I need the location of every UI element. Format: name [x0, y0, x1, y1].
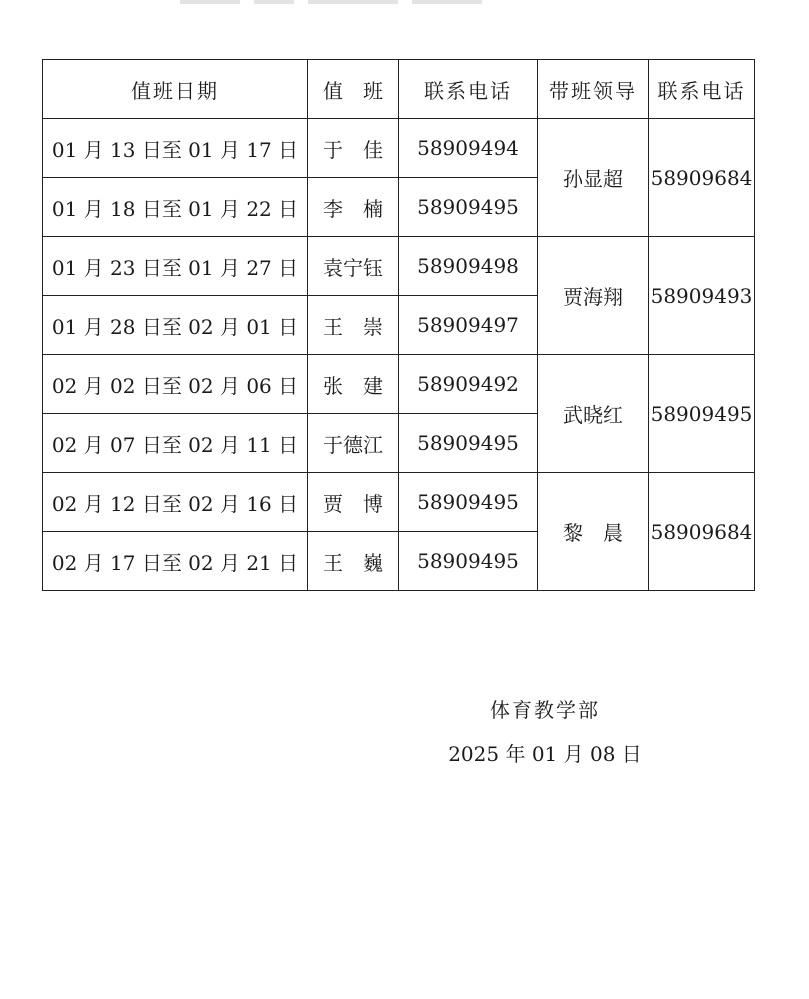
- leader-phone-cell: 58909495: [649, 355, 755, 473]
- staff-name-cell: 于 佳: [308, 119, 399, 178]
- phone-cell: 58909495: [399, 473, 538, 532]
- leader-name-cell: 孙显超: [538, 119, 649, 237]
- leader-name-cell: 黎 晨: [538, 473, 649, 591]
- table-row: [43, 473, 755, 532]
- table-row: [43, 355, 755, 414]
- leader-name-cell: 武晓红: [538, 355, 649, 473]
- staff-name-cell: 贾 博: [308, 473, 399, 532]
- header-duty-date: 值班日期: [43, 60, 308, 119]
- table-header-row: [43, 60, 755, 119]
- signature-department: 体育教学部: [490, 698, 600, 722]
- duty-date-cell: 02 月 02 日至 02 月 06 日: [43, 355, 308, 414]
- duty-date-cell: 02 月 07 日至 02 月 11 日: [43, 414, 308, 473]
- cropped-title-fragment: [180, 0, 540, 6]
- phone-cell: 58909497: [399, 296, 538, 355]
- staff-name-cell: 张 建: [308, 355, 399, 414]
- staff-name-cell: 李 楠: [308, 178, 399, 237]
- duty-date-cell: 01 月 18 日至 01 月 22 日: [43, 178, 308, 237]
- phone-cell: 58909498: [399, 237, 538, 296]
- duty-date-cell: 01 月 28 日至 02 月 01 日: [43, 296, 308, 355]
- phone-cell: 58909495: [399, 532, 538, 591]
- signature-date: 2025 年 01 月 08 日: [448, 742, 642, 766]
- duty-date-cell: 02 月 12 日至 02 月 16 日: [43, 473, 308, 532]
- leader-phone-cell: 58909684: [649, 119, 755, 237]
- leader-phone-cell: 58909684: [649, 473, 755, 591]
- phone-cell: 58909495: [399, 414, 538, 473]
- header-leader-phone: 联系电话: [649, 60, 755, 119]
- duty-date-cell: 02 月 17 日至 02 月 21 日: [43, 532, 308, 591]
- duty-date-cell: 01 月 23 日至 01 月 27 日: [43, 237, 308, 296]
- leader-name-cell: 贾海翔: [538, 237, 649, 355]
- phone-cell: 58909494: [399, 119, 538, 178]
- staff-name-cell: 于德江: [308, 414, 399, 473]
- staff-name-cell: 王 巍: [308, 532, 399, 591]
- duty-date-cell: 01 月 13 日至 01 月 17 日: [43, 119, 308, 178]
- leader-phone-cell: 58909493: [649, 237, 755, 355]
- duty-roster-table: [42, 59, 755, 591]
- header-leader: 带班领导: [538, 60, 649, 119]
- header-contact-phone: 联系电话: [399, 60, 538, 119]
- staff-name-cell: 袁宁钰: [308, 237, 399, 296]
- header-duty-staff: 值 班: [308, 60, 399, 119]
- staff-name-cell: 王 崇: [308, 296, 399, 355]
- phone-cell: 58909495: [399, 178, 538, 237]
- phone-cell: 58909492: [399, 355, 538, 414]
- table-row: [43, 119, 755, 178]
- table-row: [43, 237, 755, 296]
